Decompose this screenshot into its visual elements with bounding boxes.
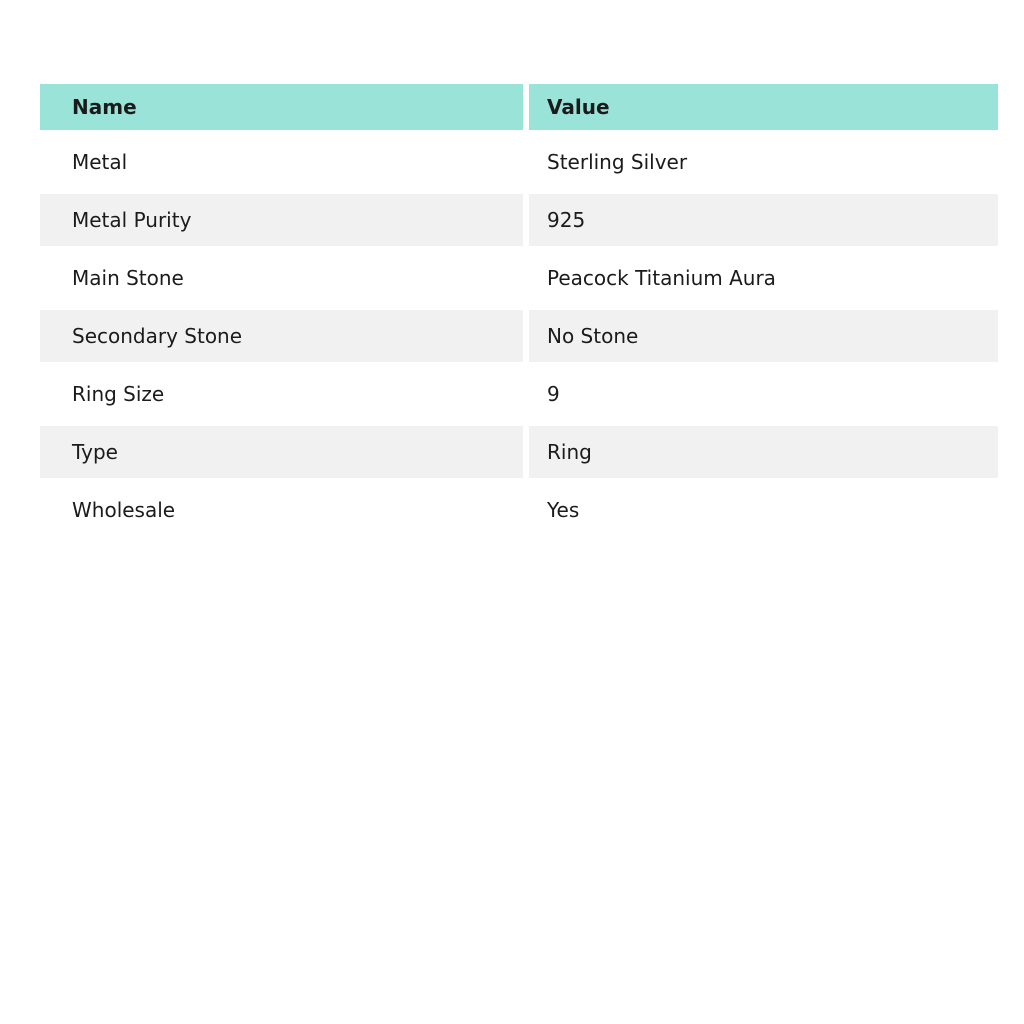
attribute-value-cell: 9 bbox=[526, 365, 1001, 423]
attribute-name-cell: Metal bbox=[37, 133, 526, 191]
attribute-value-cell: No Stone bbox=[526, 307, 1001, 365]
table-row bbox=[37, 191, 1001, 249]
attribute-name-cell: Main Stone bbox=[37, 249, 526, 307]
product-attributes-table bbox=[37, 81, 1001, 539]
table-body bbox=[37, 133, 1001, 539]
attribute-name-cell: Wholesale bbox=[37, 481, 526, 539]
attribute-name-cell: Metal Purity bbox=[37, 191, 526, 249]
attribute-value-cell: Sterling Silver bbox=[526, 133, 1001, 191]
column-header-value: Value bbox=[526, 81, 1001, 133]
table-row bbox=[37, 423, 1001, 481]
attribute-name-cell: Secondary Stone bbox=[37, 307, 526, 365]
table-header bbox=[37, 81, 1001, 133]
table-row bbox=[37, 307, 1001, 365]
table-row bbox=[37, 481, 1001, 539]
attribute-name-cell: Ring Size bbox=[37, 365, 526, 423]
table-row bbox=[37, 133, 1001, 191]
attribute-value-cell: 925 bbox=[526, 191, 1001, 249]
attribute-name-cell: Type bbox=[37, 423, 526, 481]
attribute-value-cell: Peacock Titanium Aura bbox=[526, 249, 1001, 307]
attribute-value-cell: Ring bbox=[526, 423, 1001, 481]
table-row bbox=[37, 365, 1001, 423]
column-header-name: Name bbox=[37, 81, 526, 133]
table-row bbox=[37, 249, 1001, 307]
header-row bbox=[37, 81, 1001, 133]
attribute-value-cell: Yes bbox=[526, 481, 1001, 539]
